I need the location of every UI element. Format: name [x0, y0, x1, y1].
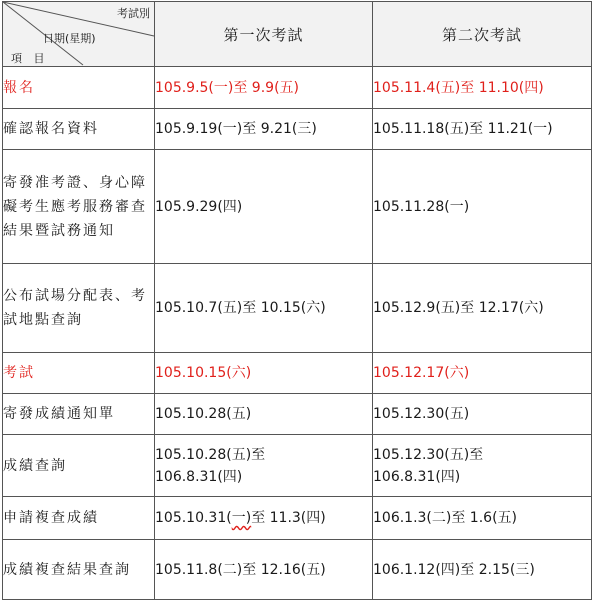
- spellcheck-underlined-text: 一): [231, 510, 252, 526]
- second-exam-date: [373, 435, 592, 497]
- row-item-exam-venue: 公布試場分配表、考試地點查詢: [3, 264, 155, 353]
- row-item-score-notice: 寄發成績通知單: [3, 394, 155, 435]
- row-item-review-request: 申請複查成績: [3, 497, 155, 540]
- date-line: 106.8.31(四): [155, 468, 243, 485]
- second-exam-date: 105.11.18(五)至 11.21(一): [373, 109, 592, 150]
- row-item-registration: 報名: [3, 67, 155, 109]
- first-exam-date: [155, 497, 373, 540]
- table-row: [3, 497, 592, 540]
- date-part: 至 11.3(四): [251, 510, 326, 526]
- row-item-review-result: 成績複查結果查詢: [3, 540, 155, 600]
- first-exam-date: 105.10.7(五)至 10.15(六): [155, 264, 373, 353]
- header-row: [3, 2, 592, 67]
- table-row: [3, 394, 592, 435]
- first-exam-date: 105.11.8(二)至 12.16(五): [155, 540, 373, 600]
- table-row: [3, 540, 592, 600]
- row-item-confirm-data: 確認報名資料: [3, 109, 155, 150]
- exam-schedule-table: [2, 1, 592, 600]
- table-row: [3, 435, 592, 497]
- table-row: [3, 67, 592, 109]
- first-exam-date: 105.9.19(一)至 9.21(三): [155, 109, 373, 150]
- first-exam-date: 105.10.28(五): [155, 394, 373, 435]
- second-exam-date: 106.1.3(二)至 1.6(五): [373, 497, 592, 540]
- first-exam-date: 105.9.29(四): [155, 150, 373, 264]
- first-exam-date: [155, 435, 373, 497]
- row-item-score-inquiry: 成績查詢: [3, 435, 155, 497]
- second-exam-date: 105.11.28(一): [373, 150, 592, 264]
- second-exam-date: 105.11.4(五)至 11.10(四): [373, 67, 592, 109]
- corner-label-date: 日期(星期): [43, 32, 96, 45]
- date-part: 105.10.31(: [155, 510, 232, 526]
- date-line: 105.10.28(五)至: [155, 446, 266, 463]
- second-exam-header: 第二次考試: [373, 2, 592, 67]
- table-row: [3, 150, 592, 264]
- second-exam-date: 105.12.30(五): [373, 394, 592, 435]
- first-exam-date: 105.10.15(六): [155, 353, 373, 394]
- row-item-admission-ticket: 寄發准考證、身心障礙考生應考服務審查結果暨試務通知: [3, 150, 155, 264]
- table-row: [3, 109, 592, 150]
- row-item-exam: 考試: [3, 353, 155, 394]
- table-row: [3, 353, 592, 394]
- corner-label-exam: 考試別: [117, 7, 150, 20]
- first-exam-date: 105.9.5(一)至 9.9(五): [155, 67, 373, 109]
- table-row: [3, 264, 592, 353]
- corner-label-item: 項 目: [11, 52, 49, 65]
- first-exam-header: 第一次考試: [155, 2, 373, 67]
- second-exam-date: 106.1.12(四)至 2.15(三): [373, 540, 592, 600]
- second-exam-date: 105.12.17(六): [373, 353, 592, 394]
- date-line: 106.8.31(四): [373, 468, 461, 485]
- date-line: 105.12.30(五)至: [373, 446, 484, 463]
- corner-header-cell: [3, 2, 155, 67]
- second-exam-date: 105.12.9(五)至 12.17(六): [373, 264, 592, 353]
